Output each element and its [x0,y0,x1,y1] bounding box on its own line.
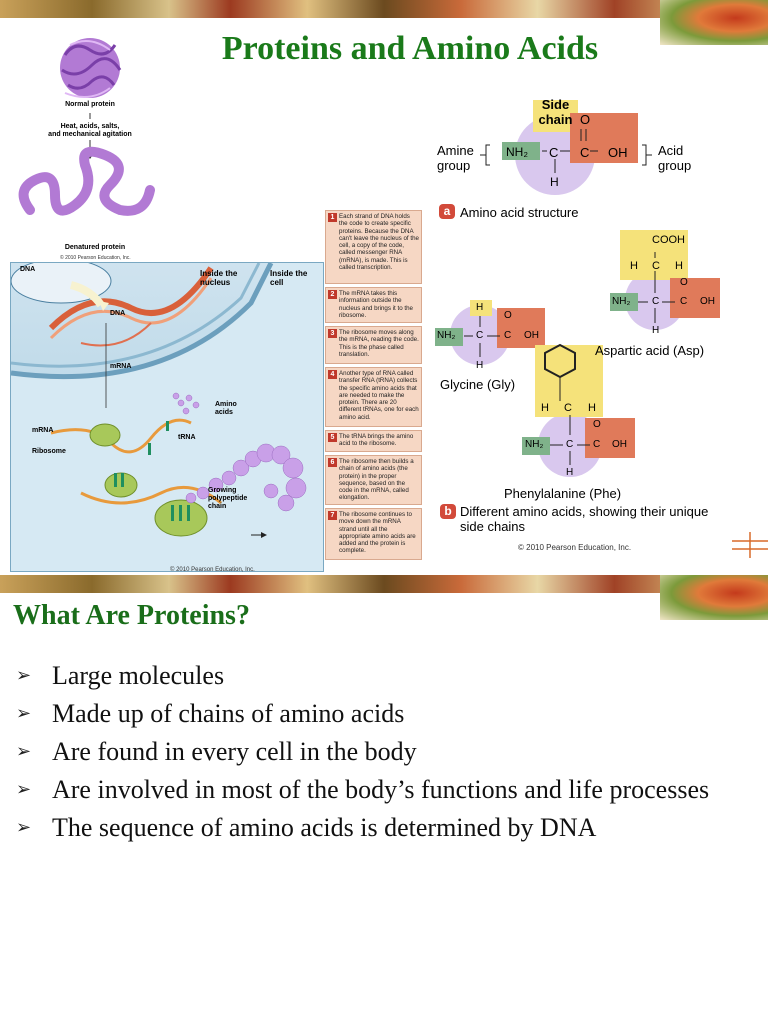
bullet-item: ➢ The sequence of amino acids is determined by DNA [16,813,597,842]
step-box-6: 6 The ribosome then builds a chain of amino acids (the protein) in the proper sequence, based on the code in the mRNA, called elongation. [325,455,422,505]
trna-label: tRNA [178,434,196,441]
bullet-item: ➢ Are involved in most of the body’s functions and life processes [16,775,710,804]
arrow-bullet-icon: ➢ [16,665,32,685]
glycine-label: Glycine (Gly) [440,377,516,392]
protein-synthesis-figure [10,262,324,572]
aspartic-h-bottom: H [652,325,660,336]
mrna-label: mRNA [32,427,54,434]
denatured-protein-icon [24,152,150,211]
step-box-7: 7 The ribosome continues to move down the mRNA strand until all the appropriate amino acids are added and the protein is complete. [325,508,422,560]
panel-b-caption: Different amino acids, showing their unique side chains [460,504,709,534]
glycine-h-bottom: H [476,360,484,371]
bullet-item: ➢ Made up of chains of amino acids [16,699,405,728]
bullet-list [16,660,736,850]
denaturation-figure [10,35,160,265]
slide-title: Proteins and Amino Acids [221,30,599,67]
growing-chain-label: Growing polypeptide chain [208,487,248,510]
bullet-item: ➢ Large molecules [16,661,225,690]
aspartic-h-right: H [675,260,683,272]
mrna-step-label: mRNA [110,363,132,370]
nh2-main: NH₂ [506,145,528,159]
phe-oh: OH [612,439,627,450]
glycine-h-top: H [476,302,484,313]
top-banner [0,0,768,18]
phe-c: C [566,439,574,450]
inside-nucleus-label: Inside the nucleus [200,269,238,287]
section-title: What Are Proteins? [13,600,250,631]
h-main: H [550,175,559,189]
ribosome-label: Ribosome [32,448,66,455]
arrow-bullet-icon: ➢ [16,817,32,837]
inside-cell-label: Inside the cell [270,269,308,287]
amino-acids-label: Amino acids [215,401,237,416]
c-acid-main: C [580,145,590,160]
glycine-c: C [476,330,484,341]
aspartic-c-acid: C [680,296,688,307]
arrow-bullet-icon: ➢ [16,779,32,799]
amine-group-label: Amine group [437,143,474,173]
aspartic-c: C [652,296,660,307]
panel-b-badge: b [440,504,456,519]
step-box-4: 4 Another type of RNA called transfer RNA (tRNA) collects the specific amino acids that are needed to make the protein. There are 20 different tRNAs, one for each amino acid. [325,367,422,427]
phe-h-left: H [541,402,549,414]
aspartic-o: O [680,277,688,288]
side-chain-label: Side chain [538,97,573,127]
o-main: O [580,112,591,127]
acid-group-label: Acid group [658,143,692,173]
aspartic-h-left: H [630,260,638,272]
ribosome-icon [90,424,120,446]
middle-right-food-image [660,575,768,620]
phenylalanine-label: Phenylalanine (Phe) [504,486,622,501]
glycine-o: O [504,310,512,321]
denature-credit: © 2010 Pearson Education, Inc. [60,255,131,261]
dna-label: DNA [20,266,36,273]
glycine-c-acid: C [504,330,512,341]
step-box-3: 3 The ribosome moves along the mRNA, reading the code. This is the phase called translation. [325,326,422,364]
bullet-item: ➢ Are found in every cell in the body [16,737,417,766]
crosshair-decoration-icon [732,530,768,560]
phe-o: O [593,419,601,430]
c-main: C [549,145,559,160]
denatured-protein-label: Denatured protein [64,244,126,251]
normal-protein-label: Normal protein [65,101,115,108]
phe-c-acid: C [593,439,601,450]
panel-a-badge: a [439,204,455,219]
middle-banner [0,575,768,593]
glycine-oh: OH [524,330,539,341]
phe-c-side: C [564,402,572,414]
phe-nh2: NH₂ [525,439,544,450]
normal-protein-icon [60,38,120,98]
oh-main: OH [608,145,628,160]
synthesis-credit: © 2010 Pearson Education, Inc. [170,567,255,573]
panel-a-caption: Amino acid structure [460,205,579,220]
arrow-bullet-icon: ➢ [16,703,32,723]
step-box-1: 1 Each strand of DNA holds the code to create specific proteins. Because the DNA can't leave the nucleus of the cell, a copy of the code, called messenger RNA (mRNA), is made. This is called transcription. [325,210,422,284]
dna-step-label: DNA [110,310,126,317]
amino-credit: © 2010 Pearson Education, Inc. [518,543,632,552]
phe-h-bottom: H [566,467,574,478]
aspartic-cooh: COOH [652,234,685,246]
phe-h-right: H [588,402,596,414]
step-box-5: 5 The tRNA brings the amino acid to the ribosome. [325,430,422,452]
arrow-bullet-icon: ➢ [16,741,32,761]
denaturing-agents-label: Heat, acids, salts, and mechanical agitation [48,123,132,138]
aspartic-nh2: NH₂ [612,296,631,307]
aspartic-label: Aspartic acid (Asp) [595,343,705,358]
step-box-2: 2 The mRNA takes this information outside the nucleus and brings it to the ribosome. [325,287,422,323]
glycine-nh2: NH₂ [437,330,456,341]
aspartic-oh: OH [700,296,715,307]
aspartic-c-side: C [652,260,660,272]
